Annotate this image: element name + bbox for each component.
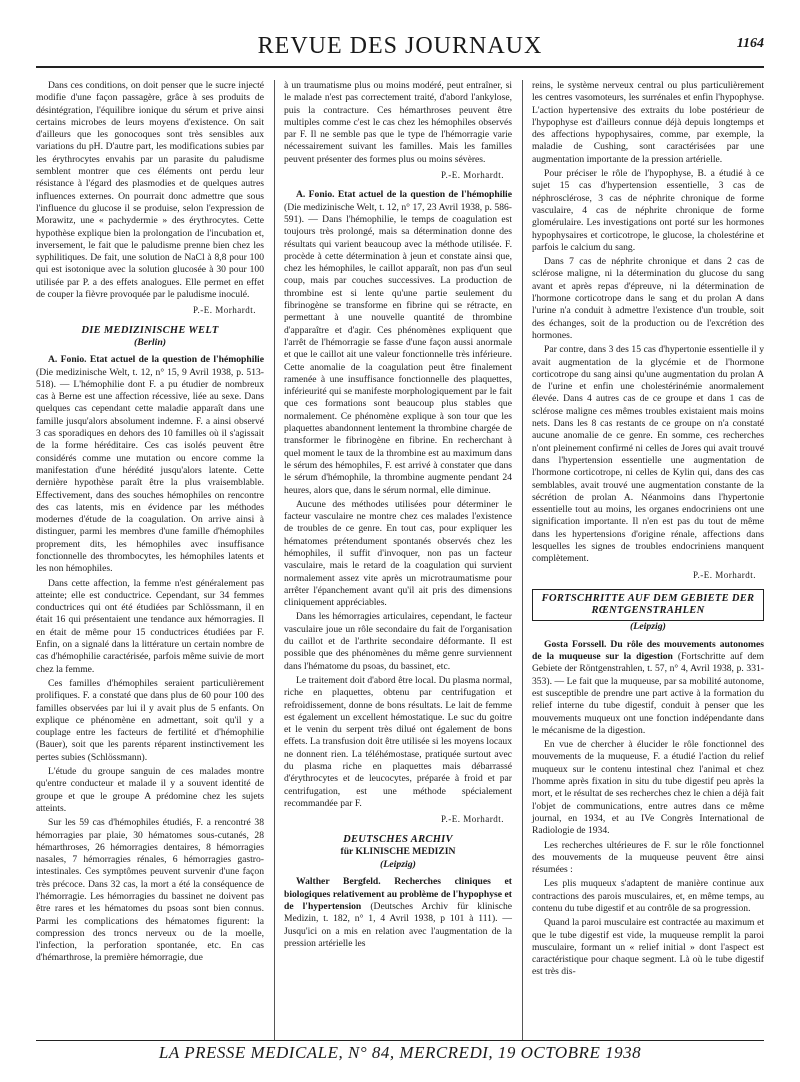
- signature: P.-E. Morhardt.: [441, 170, 504, 181]
- section-title: DEUTSCHES ARCHIV: [343, 833, 453, 845]
- reference-entry: [532, 639, 764, 737]
- column-divider: [274, 80, 275, 1040]
- header-rule: [36, 66, 764, 68]
- reference-title: A. Fonio. Etat actuel de la question de l'hémophilie: [296, 189, 512, 201]
- reference-body: (Die medizinische Welt, t. 12, n° 17, 23 Avril 1938, p. 586-591). — Dans l'hémophilie, le temps de coagulation est toujours très prolongé, mais sa détermination donne des résultats qui varient beaucoup avec la méthode utilisée. F. procède à cette détermination à jeun et constate ainsi que, chez les hémophiles, le caillot apparaît, non pas d'un seul coup, mais par couches successives. La production de thrombine est si lente qu'une partie seulement du fibrinogène se transforme en fibrine qui se rétracte, en permettant à une nouvelle quantité de thrombine d'apparaître et d'agir. Ces phénomènes expliquent que l'arrêt de l'hémorragie se fasse d'une façon aussi anormale et que le caillot ait une valeur fonctionnelle très inférieure. Cette anomalie de la coagulation peut être finalement ramenée à une insuffisance fonctionnelle des plaquettes, inférieurité qui se manifeste morphologiquement par le fait que ces formations sont beaucoup plus stables que normalement. Ce phénomène explique à son tour que les plaquettes abandonnent lentement la thrombine chargée de transformer le fibrinogène en fibrine. En recherchant à quel moment le taux de la thrombine est au maximum dans le sérum des hémophiles, F. est arrivé à constater que dans le sérum d'hémophile, la thrombine augmente pendant 24 heures, alors que, dans le sérum normal, elle diminue.: [284, 201, 512, 496]
- paragraph: Pour préciser le rôle de l'hypophyse, B. a étudié à ce sujet 15 cas d'hypertension essentielle, 3 cas de néphrosclérose, 3 cas de néphrite chronique de forme vasculaire, 4 cas de néphrite chronique de forme glomérulaire. Les investigations ont porté sur les hormones hypophysaires et corticotrope, le glucose, la cholestérine et parfois le calcium du sang.: [532, 168, 764, 253]
- footer-rule: [36, 1040, 764, 1041]
- paragraph: Dans 7 cas de néphrite chronique et dans 2 cas de sclérose maligne, ni la détermination du glucose du sang avant et après repas d'épreuve, ni la détermination de l'hormone corticotrope dans le sang et du prolan A dans l'urine n'a conduit à admettre l'existence d'un trouble, soit des échanges, soit de la production ou de l'excrétion des hormones.: [532, 256, 764, 341]
- reference-entry: [284, 189, 512, 496]
- signature: P.-E. Morhardt.: [441, 814, 504, 825]
- paragraph: Les recherches ultérieures de F. sur le rôle fonctionnel des mouvements de la muqueuse peuvent être ainsi résumées :: [532, 839, 764, 876]
- paragraph: L'étude du groupe sanguin de ces malades montre qu'entre conducteur et malade il y a souvent identité de groupe et que le groupe A prédomine chez les sujets atteints.: [36, 766, 264, 814]
- section-city: (Berlin): [133, 336, 167, 348]
- paragraph: Le traitement doit d'abord être local. Du plasma normal, riche en plaquettes, obtenu par centrifugation et refroidissement, donne de bons résultats. Le lait de femme est également un excellent hémostatique. Le suc du goitre et le venin du serpent très dilué ont également de bons effets. La transfusion doit être utilisée si les moyens locaux ne donnent rien. La téléhémostase, pratiquée surtout avec du plasma riche en plaquettes mais débarrassé d'érythrocytes et de leucocytes, préparée à froid et par centrifugation, est une méthode spécialement recommandée par F.: [284, 674, 512, 809]
- section-city: (Leipzig): [630, 621, 666, 633]
- column-3: [532, 80, 764, 981]
- reference-body: (Deutsches Archiv für klinische Medizin, t. 182, n° 1, 4 Avril 1938, p 101 à 111). — Jusqu'ici on a mis en relation avec l'augmentation de la pression artérielle les: [284, 901, 512, 949]
- paragraph: Les plis muqueux s'adaptent de manière continue aux contractions des parois musculaires, et, en même temps, au contenu du tube digestif et au contrôle de sa progression.: [532, 878, 764, 914]
- paragraph: Aucune des méthodes utilisées pour déterminer le facteur vasculaire ne montre chez ces malades l'existence de troubles de ce genre. En tout cas, pour expliquer les hématomes prétendument spontanés observés chez les hémophiles, il suffit d'invoquer, non pas un facteur vasculaire, mais le retard de la coagulation qui survient normalement assez vite après un microtraumatisme pour arrêter l'épanchement avant qu'il ait pris des dimensions cliniquement appréciables.: [284, 498, 512, 609]
- paragraph: En vue de chercher à élucider le rôle fonctionnel des mouvements de la muqueuse, F. a étudié l'action du relief muqueux sur le contenu intestinal chez l'animal et chez l'homme après fixation in situ du tube digestif peu après la mort, et le résultat de ses recherches chez le chien a déjà fait l'objet de communications, entre autres dans ce même journal, en 1934, et au IVe Congrès International de Radiologie de 1934.: [532, 739, 764, 837]
- paragraph: reins, le système nerveux central ou plus particulièrement les centres vasomoteurs, les surrénales et enfin l'hypophyse. L'action hypertensive des extraits du lobe postérieur de l'hypophyse est d'ailleurs connue déjà depuis longtemps et des affections hypophysaires, comme, par exemple, la maladie de Cushing, sont caractérisées par une augmentation importante de la pression artérielle.: [532, 80, 764, 165]
- signature: P.-E. Morhardt.: [193, 305, 256, 316]
- section-title: DIE MEDIZINISCHE WELT: [81, 324, 219, 336]
- paragraph: Sur les 59 cas d'hémophiles étudiés, F. a rencontré 38 hémorragies par plaie, 30 hématomes sous-cutanés, 28 hémarthroses, 26 hémorragies dentaires, 8 hémorragies nasales, 7 hémorragies rénales, 6 hémorragies gastro-intestinales. Ces symptômes peuvent survenir d'une façon très précoce. Dans 32 cas, la mort a été la conséquence de l'hémorragie. Les hémorragies du bassinet ne doivent pas être rares et les hématomes du psoas sont bien connus. Parmi les complications des hématomes figurent: la compression des troncs nerveux ou de la moelle, l'infection, la perforation spontanée, etc. En cas d'hémarthrose, la première hémorragie, due: [36, 817, 264, 964]
- column-2: [284, 80, 512, 952]
- paragraph: Quand la paroi musculaire est contractée au maximum et que le tube digestif est vide, la muqueuse remplit la paroi musculaire, formant un « relief initial » dont l'aspect est caractéristique pour chaque segment. Là où le tube digestif est très dis-: [532, 917, 764, 978]
- reference-body: (Die medizinische Welt, t. 12, n° 15, 9 Avril 1938, p. 513-518). — L'hémophilie dont F. a pu étudier de nombreux cas à Berne est une affection récessive, liée au sexe. Dans quelques cas cependant cette maladie apparaît dans une famille jusqu'alors absolument indemne. F. a ainsi observé 3 cas sporadiques en dehors des 10 familles où il s'agissait de la forme héréditaire. Ces cas isolés peuvent être considérés comme une mutation ou encore comme la manifestation d'une hérédité jusqu'alors latente. Cette dernière hypothèse paraît être la plus vraisemblable. Effectivement, dans des souches hémophiles on rencontre des cas latents, mis en évidence par les méthodes modernes d'étude de la coagulation. On arrive ainsi à distinguer, parmi les membres d'une famille d'hémophiles proprement dits, les hémophiles avec insuffisance fonctionnelle des thrombocytes, les hémophiles latents et les non hémophiles.: [36, 366, 264, 575]
- signature: P.-E. Morhardt.: [693, 569, 756, 580]
- page-footer: LA PRESSE MEDICALE, N° 84, MERCREDI, 19 OCTOBRE 1938: [158, 1043, 642, 1062]
- section-city: (Leipzig): [380, 859, 416, 871]
- section-title: FORTSCHRITTE AUF DEM GEBIETE DER RŒNTGENSTRAHLEN: [532, 589, 764, 622]
- paragraph: Dans cette affection, la femme n'est généralement pas atteinte; elle est conductrice. Cependant, sur 34 femmes conductrices qui ont été étudiées par Schlössmann, il en était 16 qui présentaient une tendance aux hémorragies. Il en était de même pour 15 conductrices étudiées par F. Enfin, on a signalé dans la littérature un certain nombre de cas d'hémophilie caractérisée, parfois même suivie de mort chez la femme.: [36, 577, 264, 675]
- paragraph: Ces familles d'hémophiles seraient particulièrement prolifiques. F. a constaté que dans plus de 60 pour 100 des familles observées par lui il y avait plus de 5 enfants. On explique ce phénomène en admettant, soit qu'il y a couplage entre les facteurs de fertilité et d'hémophilie (Bauer), soit que les parents réparent instinctivement les pertes subies (Schlössmann).: [36, 677, 264, 763]
- page-number: 1164: [736, 36, 764, 51]
- reference-entry: [36, 354, 264, 575]
- page-header: [36, 30, 764, 62]
- reference-title: Gosta Forssell. Du rôle des mouvements autonomes de la muqueuse sur la digestion: [532, 638, 764, 663]
- column-1: [36, 80, 264, 967]
- reference-entry: [284, 876, 512, 950]
- paragraph: Dans les hémorragies articulaires, cependant, le facteur vasculaire joue un rôle secondaire du fait de l'organisation du caillot et de l'arthrite secondaire déformante. Il est possible que des phénomènes du même genre surviennent dans l'hématome du psoas, du bassinet, etc.: [284, 611, 512, 672]
- paragraph: Dans ces conditions, on doit penser que le sucre injecté modifie d'une façon passagère, grâce à ses produits de désintégration, l'équilibre ionique du sérum et prive ainsi certains microbes de leurs moyens d'existence. On sait d'ailleurs que les gonocoques sont très sensibles aux variations du pH. D'autre part, les modifications subies par les érythrocytes envahis par un parasite du paludisme semblent montrer que ces éléments ont perdu leur résistance à l'égard des plasmodies et de quelques autres influences externes. On pourrait donc admettre que sous l'influence du glucose il se produise, selon l'expression de Morawitz, une « pachydermie » des érythrocytes. Cette hypothèse explique bien la prolongation de l'incubation et, inversement, le fait que le paludisme prenne bien chez les syphilitiques. De fait, une solution de NaCl à 8,8 pour 100 qui est isotonique avec la solution glucosée à 30 pour 100 utilisée par P. a des effets analogues. Elle permet en effet de couper la fièvre provoquée par le paludisme inoculé.: [36, 80, 264, 301]
- reference-title: Walther Bergfeld. Recherches cliniques et biologiques relativement au problème de l'hypophyse et de l'hypertension: [284, 876, 512, 912]
- reference-title: A. Fonio. Etat actuel de la question de l'hémophilie: [48, 354, 264, 366]
- reference-body: (Fortschritte auf dem Gebiete der Röntgenstrahlen, t. 57, n° 4, Avril 1938, p. 331-353). — Le fait que la muqueuse, par sa mobilité autonome, est susceptible de prendre une part active à la formation du relief interne du tube digestif, conduit à penser que les mouvements muqueux ont une fonction indépendante dans le mécanisme de la digestion.: [532, 651, 765, 736]
- paragraph: Par contre, dans 3 des 15 cas d'hypertonie essentielle il y avait augmentation de la glycémie et de l'hormone corticotrope du sang ainsi qu'une augmentation du prolan A de l'urine et enfin une cholestérinémie anormalement élevée. Dans 4 autres cas de ce groupe et dans 1 cas de sclérose maligne ces mêmes troubles existaient mais moins nets. Dans les 8 cas restants de ce groupe on n'a constaté aucune anomalie de ce genre. En somme, ces recherches n'ont pleinement confirmé ni celles de Jores qui avait trouvé dans l'hypertension essentielle une augmentation de l'hormone corticotrope, ni celles de Kylin qui, dans des cas semblables, avait trouvé une augmentation constante de la sécrétion de prolan A. Néanmoins dans l'hypertonie essentielle tout au moins, les organes endocriniens ont une signification importante. Il n'en est pas du tout de même dans les hypertensions d'origine rénale, affections dans lesquelles les signes de troubles endocriniens manquent complètement.: [532, 344, 764, 565]
- page-title: REVUE DES JOURNAUX: [257, 33, 543, 59]
- paragraph: à un traumatisme plus ou moins modéré, peut entraîner, si le malade n'est pas correctement traité, d'abord l'ankylose, puis la contracture. Ces hémarthroses peuvent être multiples comme c'est le cas chez les hémophiles observés par F. Il ne semble pas que le type de l'hémorragie varie nécessairement suivant les familles. Mais les familles peuvent présenter des formes plus ou moins sévères.: [284, 80, 512, 165]
- column-divider: [522, 80, 523, 1040]
- section-subtitle: für KLINISCHE MEDIZIN: [340, 845, 456, 857]
